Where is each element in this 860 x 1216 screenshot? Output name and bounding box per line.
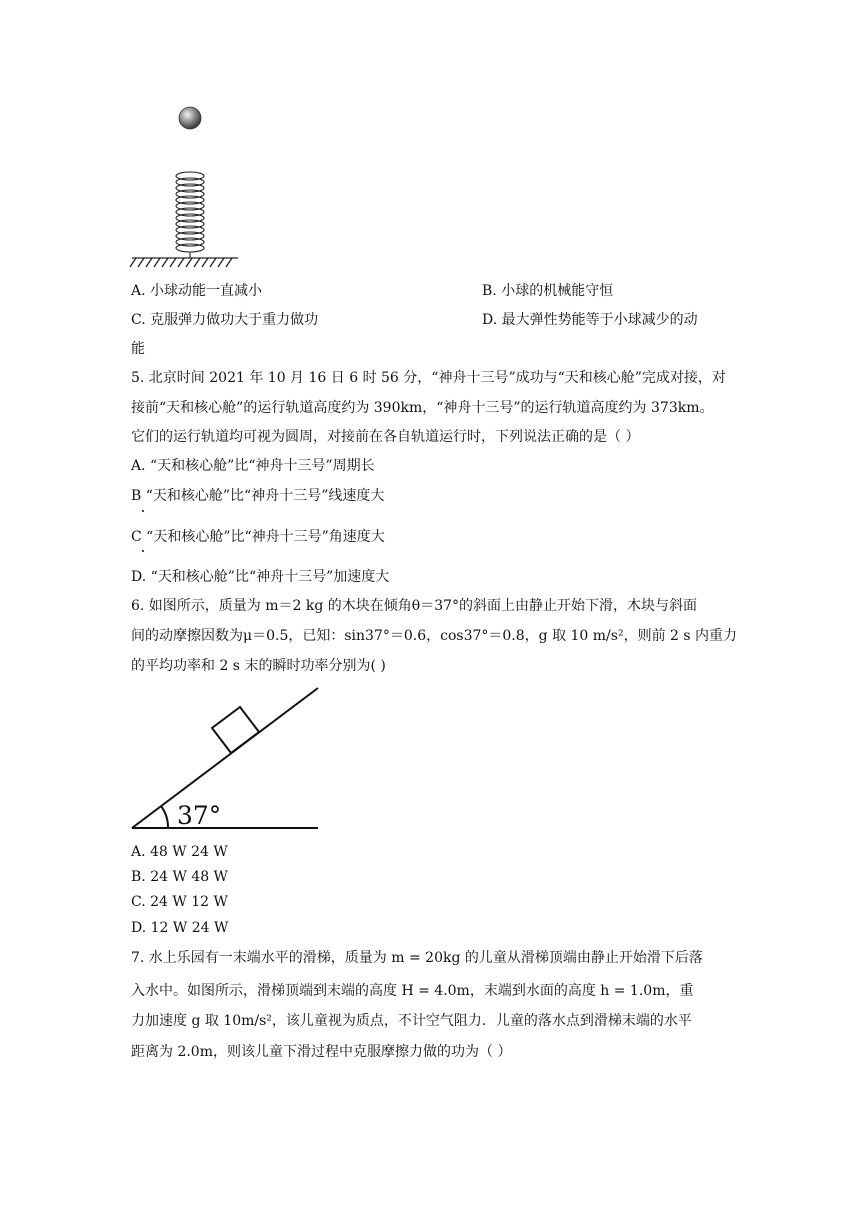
incline-angle-label: 37°: [177, 801, 222, 830]
q6-option-d: D. 12 W 24 W: [131, 920, 229, 936]
q5-option-d: D. “天和核心舱”比“神舟十三号”加速度大: [131, 569, 390, 585]
q4-option-c: C. 克服弹力做功大于重力做功: [131, 312, 319, 328]
q5-option-b: B “天和核心舱”比“神舟十三号”线速度大: [131, 488, 385, 504]
q7-stem-line-1: 7. 水上乐园有一末端水平的滑梯，质量为 m = 20kg 的儿童从滑梯顶端由静止开始滑下后落: [131, 950, 703, 966]
ground: [130, 258, 238, 267]
q5-stem-line-2: 接前“天和核心舱”的运行轨道高度约为 390km，“神舟十三号”的运行轨道高度约为 373km。: [131, 400, 714, 416]
q6-stem-line-1: 6. 如图所示，质量为 m＝2 kg 的木块在倾角θ＝37°的斜面上由静止开始下滑，木块与斜面: [131, 598, 698, 614]
ball-spring-figure: [126, 100, 246, 272]
q4-option-d-continued: 能: [131, 341, 145, 357]
q6-stem-line-2: 间的动摩擦因数为μ＝0.5，已知：sin37°＝0.6，cos37°＝0.8，g 取 10 m/s²，则前 2 s 内重力: [131, 628, 738, 644]
spring: [176, 172, 204, 258]
q5-option-c-dot: [142, 550, 144, 552]
q5-option-c: C “天和核心舱”比“神舟十三号”角速度大: [131, 529, 385, 545]
q7-stem-line-3: 力加速度 g 取 10m/s²，该儿童视为质点，不计空气阻力．儿童的落水点到滑梯末端的水平: [131, 1013, 692, 1029]
q6-stem-line-3: 的平均功率和 2 s 末的瞬时功率分别为( ): [131, 658, 386, 674]
q6-option-a: A. 48 W 24 W: [131, 844, 228, 860]
block: [212, 707, 259, 753]
q4-option-a: A. 小球动能一直减小: [131, 283, 263, 299]
q5-option-a: A. “天和核心舱”比“神舟十三号”周期长: [131, 458, 375, 474]
ball: [179, 107, 201, 129]
q4-option-b: B. 小球的机械能守恒: [482, 283, 614, 299]
q7-stem-line-2: 入水中。如图所示，滑梯顶端到末端的高度 H = 4.0m，末端到水面的高度 h = 1.0m，重: [131, 983, 694, 999]
q7-stem-line-4: 距离为 2.0m，则该儿童下滑过程中克服摩擦力做的功为（ ）: [131, 1044, 512, 1060]
angle-arc: [161, 806, 168, 828]
q5-option-b-dot: [142, 510, 144, 512]
q5-stem-line-1: 5. 北京时间 2021 年 10 月 16 日 6 时 56 分，“神舟十三号”成功与“天和核心舱”完成对接，对: [131, 370, 726, 386]
q6-option-c: C. 24 W 12 W: [131, 894, 228, 910]
q6-option-b: B. 24 W 48 W: [131, 869, 228, 885]
incline-slope: [132, 688, 318, 828]
incline-figure: [126, 684, 326, 834]
q5-stem-line-3: 它们的运行轨道均可视为圆周，对接前在各自轨道运行时，下列说法正确的是（ ）: [131, 429, 640, 445]
q4-option-d: D. 最大弹性势能等于小球减少的动: [482, 312, 698, 328]
